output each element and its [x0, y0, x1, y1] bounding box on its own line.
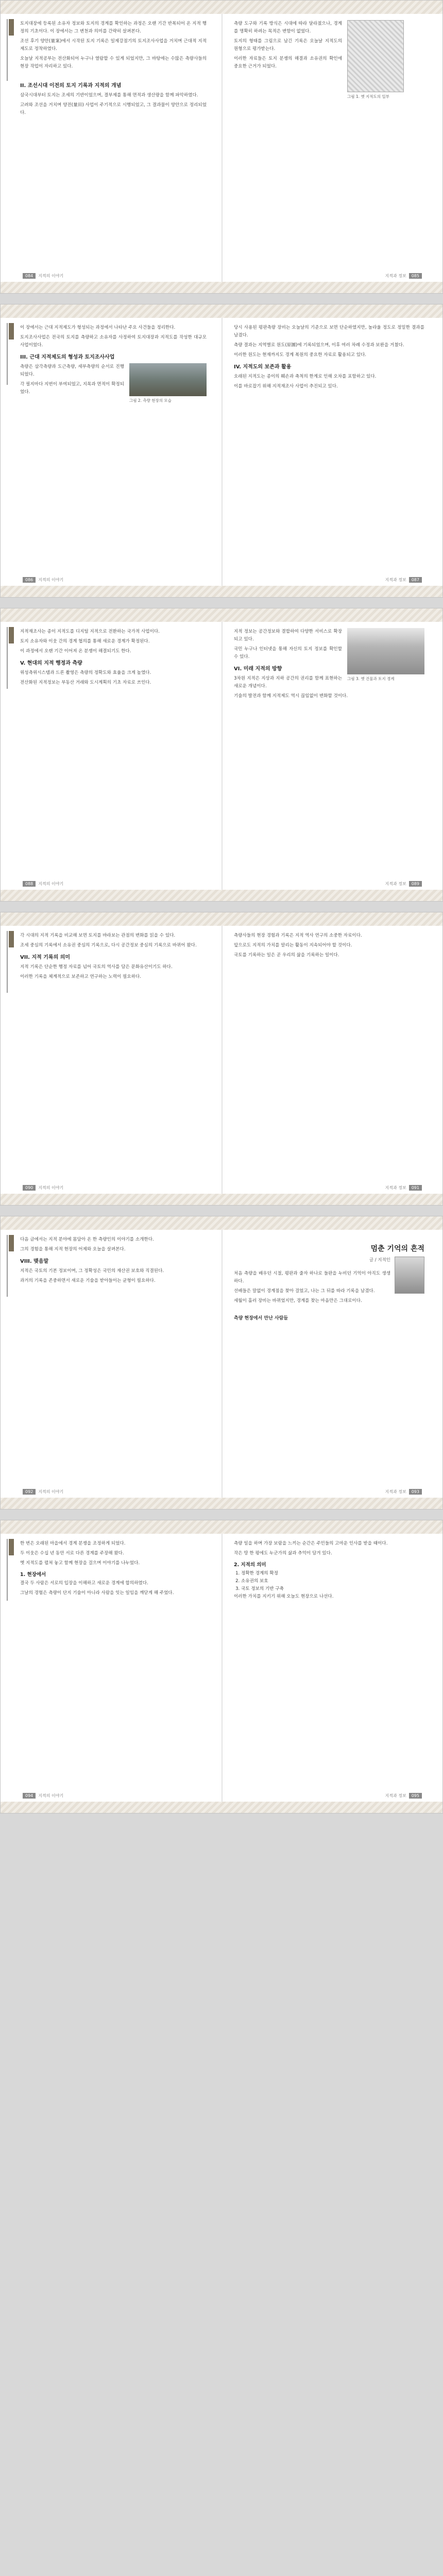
article-title: 멈춘 기억의 흔적 [370, 1245, 424, 1253]
footer-pattern [1, 1194, 442, 1205]
figure [347, 628, 424, 682]
figure [129, 363, 207, 403]
page-right [223, 14, 443, 282]
paragraph: 작은 땅 한 평에도 누군가의 삶과 추억이 담겨 있다. [234, 1551, 332, 1556]
paragraph: 지적 기록은 단순한 행정 자료를 넘어 국토의 역사를 담은 문화유산이기도 하다. [20, 964, 173, 970]
paragraph: 이 과정에서 오랜 기간 이어져 온 분쟁이 해결되기도 한다. [20, 649, 131, 654]
page-left [1, 622, 217, 890]
page-left [1, 1534, 217, 1802]
author-line: 글 / 지적인 [369, 1258, 390, 1263]
section-heading: IV. 지적도의 보존과 활용 [234, 364, 292, 370]
paragraph: 오래된 지적도는 종이의 훼손과 축척의 한계로 인해 오차를 포함하고 있다. [234, 374, 377, 379]
paragraph: 세월이 흘러 장비는 바뀌었지만, 경계를 찾는 마음만은 그대로이다. [234, 1298, 362, 1303]
header-pattern [1, 1216, 442, 1230]
paragraph: 옛 지적도를 펼쳐 놓고 함께 현장을 걸으며 이야기를 나누었다. [20, 1561, 140, 1566]
figure [347, 20, 424, 99]
spread [0, 304, 443, 598]
section-heading: 1. 현장에서 [20, 1572, 46, 1578]
header-pattern [1, 1520, 442, 1534]
paragraph: 이러한 원도는 현재까지도 경계 복원의 중요한 자료로 활용되고 있다. [234, 352, 367, 358]
page-footer: 지적과 정보 095 [385, 1793, 424, 1799]
paragraph: 측량 결과는 지역별로 원도(原圖)에 기록되었으며, 이후 여러 차례 수정과 보완을 거쳤다. [234, 343, 404, 348]
survey-photo [129, 363, 207, 396]
paragraph: 토지대장에 등록된 소유자 정보와 토지의 경계를 확인하는 과정은 오랜 기간 반복되어 온 지적 행정의 기초이다. 이 장에서는 그 변천과 의미를 간략히 살펴본다. [20, 21, 207, 34]
paragraph: 조세 중심의 기록에서 소유권 중심의 기록으로, 다시 공간정보 중심의 기록으로 바뀌어 왔다. [20, 943, 197, 948]
page-left [1, 1230, 217, 1498]
side-marker [7, 1235, 13, 1297]
side-marker [7, 931, 13, 993]
page-footer: 지적과 정보 087 [385, 577, 424, 583]
paragraph: 조선 후기 양안(量案)에서 시작된 토지 기록은 일제강점기의 토지조사사업을 거치며 근대적 지적제도로 정착하였다. [20, 39, 207, 52]
paragraph: 이를 바로잡기 위해 지적재조사 사업이 추진되고 있다. [234, 384, 338, 389]
page-footer: 지적과 정보 091 [385, 1185, 424, 1191]
section-heading: VIII. 맺음말 [20, 1259, 49, 1264]
page-right [223, 926, 443, 1194]
paragraph: 삼국시대부터 토지는 조세의 기반이었으며, 결부제를 통해 면적과 생산량을 함께 파악하였다. [20, 93, 198, 98]
paragraph: 토지조사사업은 전국의 토지를 측량하고 소유자를 사정하여 토지대장과 지적도를 작성한 대규모 사업이었다. [20, 335, 207, 348]
spread [0, 1520, 443, 1814]
paragraph: 과거의 기록을 존중하면서 새로운 기술을 받아들이는 균형이 필요하다. [20, 1278, 156, 1283]
paragraph: 기술의 발전과 함께 지적제도 역시 끊임없이 변화할 것이다. [234, 693, 348, 699]
page-footer: 090 지적의 이야기 [20, 1185, 63, 1191]
paragraph: 그의 경험을 통해 지적 현장의 어제와 오늘을 살펴본다. [20, 1247, 126, 1252]
paragraph: 선배들은 말없이 경계점을 찾아 걸었고, 나는 그 뒤를 따라 기록을 남겼다. [234, 1289, 375, 1294]
author-photo [395, 1257, 424, 1294]
paragraph: 고려와 조선을 거치며 양전(量田) 사업이 주기적으로 시행되었고, 그 결과물이 양안으로 정리되었다. [20, 103, 207, 115]
paragraph: 토지 소유자와 이웃 간의 경계 협의를 통해 새로운 경계가 확정된다. [20, 639, 150, 644]
footer-pattern [1, 1802, 442, 1813]
section-heading: V. 현대의 지적 행정과 측량 [20, 660, 82, 666]
paragraph: 두 이웃은 수십 년 동안 서로 다른 경계를 주장해 왔다. [20, 1551, 124, 1556]
spread [0, 912, 443, 1206]
paragraph: 지적재조사는 종이 지적도를 디지털 지적으로 전환하는 국가적 사업이다. [20, 629, 160, 634]
page-left [1, 318, 217, 586]
spread [0, 608, 443, 902]
paragraph: 지적은 국토의 기본 정보이며, 그 정확성은 국민의 재산권 보호와 직결된다. [20, 1268, 164, 1274]
page-right [223, 1230, 443, 1498]
section-heading: VII. 지적 기록의 의미 [20, 955, 71, 960]
header-pattern [1, 608, 442, 622]
paragraph: 전산화된 지적정보는 부동산 거래와 도시계획의 기초 자료로 쓰인다. [20, 680, 151, 685]
section-heading: 2. 지적의 의미 [234, 1562, 266, 1568]
footer-pattern [1, 1498, 442, 1509]
paragraph: 한 번은 오래된 마을에서 경계 분쟁을 조정하게 되었다. [20, 1541, 126, 1546]
paragraph: 당시 사용된 평판측량 장비는 오늘날의 기준으로 보면 단순하였지만, 놀라울 정도로 정밀한 결과를 남겼다. [234, 325, 424, 338]
paragraph: 그날의 경험은 측량이 단지 기술이 아니라 사람을 잇는 일임을 깨닫게 해 주었다. [20, 1590, 174, 1596]
landscape-photo [347, 628, 424, 674]
paragraph: 다음 글에서는 지적 분야에 몸담아 온 한 측량인의 이야기를 소개한다. [20, 1237, 154, 1242]
list-item: 2. 소유권의 보호 [241, 1578, 424, 1585]
paragraph: 오늘날 지적공부는 전산화되어 누구나 열람할 수 있게 되었지만, 그 바탕에는 수많은 측량사들의 현장 작업이 자리하고 있다. [20, 56, 207, 69]
paragraph: 위성측위시스템과 드론 촬영은 측량의 정확도와 효율을 크게 높였다. [20, 670, 151, 675]
page-footer: 지적과 정보 089 [385, 881, 424, 887]
page-footer: 094 지적의 이야기 [20, 1793, 63, 1799]
page-right [223, 622, 443, 890]
page-footer: 지적과 정보 085 [385, 273, 424, 279]
paragraph: 지적 정보는 공간정보와 결합하여 다양한 서비스로 확장되고 있다. [234, 629, 342, 642]
paragraph: 이러한 가치를 지키기 위해 오늘도 현장으로 나선다. [234, 1594, 334, 1599]
spread [0, 1216, 443, 1510]
paragraph: 각 시대의 지적 기록을 비교해 보면 토지를 바라보는 관점의 변화를 읽을 수 있다. [20, 933, 176, 938]
paragraph: 3차원 지적은 지상과 지하 공간의 권리를 함께 표현하는 새로운 개념이다. [234, 676, 342, 689]
page-footer: 088 지적의 이야기 [20, 881, 63, 887]
side-marker [7, 1539, 13, 1601]
paragraph: 측량사들의 현장 경험과 기록은 지적 역사 연구의 소중한 자료이다. [234, 933, 362, 938]
paragraph: 앞으로도 지적의 가치를 알리는 활동이 지속되어야 할 것이다. [234, 943, 352, 948]
header-pattern [1, 304, 442, 318]
page-footer: 지적과 정보 093 [385, 1489, 424, 1495]
section-heading: III. 근대 지적제도의 형성과 토지조사사업 [20, 354, 115, 360]
side-marker [7, 19, 13, 81]
section-heading: VI. 미래 지적의 방향 [234, 666, 282, 672]
section-heading: II. 조선시대 이전의 토지 기록과 지적의 개념 [20, 83, 122, 89]
page-right [223, 318, 443, 586]
page-right [223, 1534, 443, 1802]
paragraph: 이 장에서는 근대 지적제도가 형성되는 과정에서 나타난 주요 사건들을 정리한다. [20, 325, 176, 330]
footer-pattern [1, 890, 442, 901]
side-marker [7, 627, 13, 689]
page-footer: 086 지적의 이야기 [20, 577, 63, 583]
subheading: 측량 현장에서 만난 사람들 [234, 1316, 288, 1321]
spread [0, 0, 443, 294]
footer-pattern [1, 282, 442, 293]
paragraph: 결국 두 사람은 서로의 입장을 이해하고 새로운 경계에 합의하였다. [20, 1581, 148, 1586]
header-pattern [1, 912, 442, 926]
page-left [1, 14, 217, 282]
figure-caption: 그림 3. 옛 건물과 토지 경계 [347, 676, 395, 681]
side-marker [7, 323, 13, 385]
paragraph: 측량은 삼각측량과 도근측량, 세부측량의 순서로 진행되었다. [20, 364, 124, 377]
list-item: 1. 정확한 경계의 확정 [241, 1570, 424, 1578]
paragraph: 이러한 기록을 체계적으로 보존하고 연구하는 노력이 필요하다. [20, 974, 141, 979]
paragraph: 국민 누구나 인터넷을 통해 자신의 토지 정보를 확인할 수 있다. [234, 647, 342, 659]
numbered-list [234, 1570, 424, 1593]
list-item: 3. 국토 정보의 기반 구축 [241, 1585, 424, 1593]
page-left [1, 926, 217, 1194]
paragraph: 측량 일을 하며 가장 보람을 느끼는 순간은 주민들의 고마운 인사를 받을 때이다. [234, 1541, 388, 1546]
paragraph: 처음 측량을 배우던 시절, 평판과 줄자 하나로 들판을 누비던 기억이 아직도 생생하다. [234, 1271, 390, 1284]
page-footer: 084 지적의 이야기 [20, 273, 63, 279]
paragraph: 국토를 기록하는 일은 곧 우리의 삶을 기록하는 일이다. [234, 953, 339, 958]
paragraph: 토지의 형태를 그림으로 남긴 기록은 오늘날 지적도의 원형으로 평가받는다. [234, 39, 342, 52]
page-footer: 092 지적의 이야기 [20, 1489, 63, 1495]
paragraph: 각 필지마다 지번이 부여되었고, 지목과 면적이 확정되었다. [20, 382, 124, 395]
header-pattern [1, 1, 442, 14]
figure-caption: 그림 1. 옛 지적도의 일부 [347, 94, 389, 99]
figure-caption: 그림 2. 측량 현장의 모습 [129, 398, 172, 403]
map-image [347, 20, 404, 92]
paragraph: 이러한 자료들은 토지 분쟁의 해결과 소유권의 확인에 중요한 근거가 되었다. [234, 56, 342, 69]
footer-pattern [1, 586, 442, 597]
paragraph: 측량 도구와 기록 방식은 시대에 따라 달라졌으나, 경계를 명확히 하려는 목적은 변함이 없었다. [234, 21, 342, 34]
